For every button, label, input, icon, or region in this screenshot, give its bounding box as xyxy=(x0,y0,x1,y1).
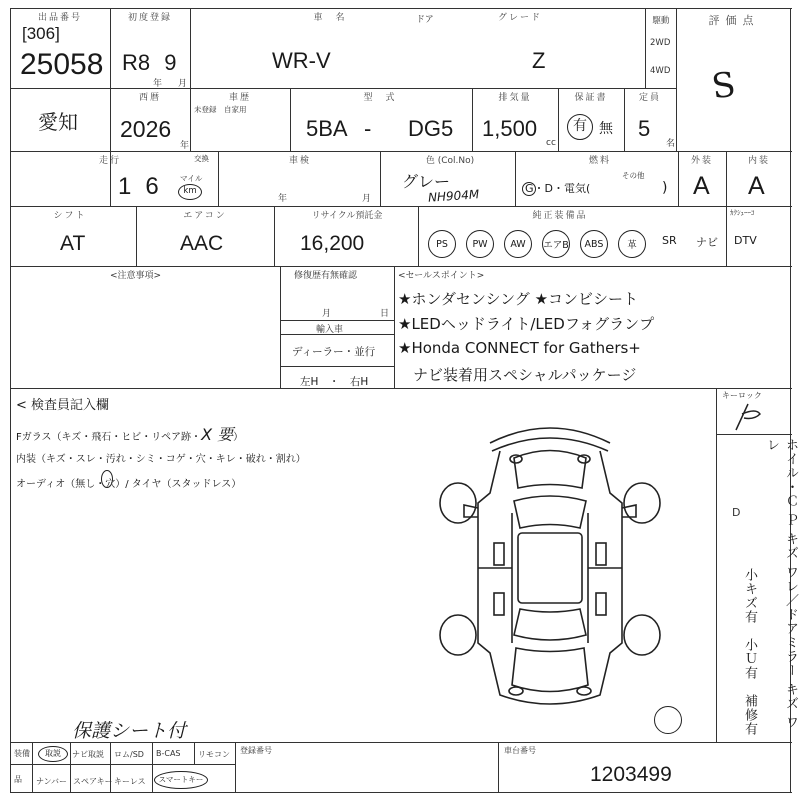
registration-year-unit: 年 xyxy=(153,79,163,89)
registration-no-label: 登録番号 xyxy=(240,746,272,755)
import-label: 輸入車 xyxy=(316,325,344,335)
equip-row-label-bottom: 品 xyxy=(14,775,22,784)
equip-navi: ナビ xyxy=(696,236,718,249)
capacity-unit: 名 xyxy=(666,139,676,149)
equip-sunroof: SR xyxy=(662,234,677,247)
inspector-line-1 xyxy=(16,422,243,445)
repair-day: 日 xyxy=(380,309,390,319)
mileage-unit-mile: マイル xyxy=(180,174,203,183)
aircon: AAC xyxy=(180,232,224,255)
side-note-2: 小キズ有 小Ｕ有 補修有 xyxy=(742,568,757,736)
inspection-header: 車検 xyxy=(288,156,311,166)
item-manual: 取説 xyxy=(38,746,68,762)
registration-header: 初度登録 xyxy=(127,13,172,23)
item-smart-key: スマートキー xyxy=(154,771,208,789)
keylock-header: キーロック xyxy=(722,391,762,400)
notes-header: <注意事項> xyxy=(110,271,162,281)
region: 愛知 xyxy=(38,110,78,134)
item-spare-key: スペアキー xyxy=(73,777,113,786)
equipment-header: 純正装備品 xyxy=(532,211,588,221)
repair-header: 修復歴有無確認 xyxy=(294,271,358,281)
aircon-header: エアコン xyxy=(183,211,227,221)
inspector-header: < 検査員記入欄 xyxy=(16,398,110,413)
door-label: ドア xyxy=(416,15,434,25)
interior-header: 内装 xyxy=(747,156,770,166)
drive-4wd: 4WD xyxy=(650,66,671,76)
equip-aw: AW xyxy=(504,230,532,258)
handwritten-note: 保護シート付 xyxy=(72,720,187,742)
car-diagram xyxy=(430,413,670,713)
meter-label: 交換 xyxy=(194,154,209,163)
handle-side: 左H ・ 右H xyxy=(300,376,369,388)
item-navi-manual: ナビ取説 xyxy=(72,750,104,759)
side-mark: D xyxy=(732,506,741,519)
grade-header: グレード xyxy=(497,13,542,23)
model-year-header: 西暦 xyxy=(138,93,161,103)
keylock-mark xyxy=(730,400,770,434)
registration-value: R8 9 xyxy=(122,50,177,75)
warranty-yes: 有 xyxy=(567,114,593,140)
shift-header: シフト xyxy=(53,211,87,221)
model-code: DG5 xyxy=(408,116,454,141)
registration-month-unit: 月 xyxy=(178,79,188,89)
side-note-1: ホイル・Ｃ Ｐ キズ ワレ／ドアミラー キズ ワレ xyxy=(764,438,798,730)
interior-grade: A xyxy=(748,172,765,200)
model-dash: - xyxy=(364,116,372,141)
color-value: グレー xyxy=(402,172,451,191)
inspector-line-3: オーディオ（無し・穴）/ タイヤ（スタッドレス） xyxy=(16,479,242,490)
item-rom-sd: ロム/SD xyxy=(114,750,144,759)
drive-2wd: 2WD xyxy=(650,38,671,48)
chassis-number: 1203499 xyxy=(590,763,672,786)
model-year: 2026 xyxy=(120,116,172,142)
car-name: WR-V xyxy=(272,48,331,73)
auction-sheet xyxy=(10,8,798,792)
spare-tire-icon xyxy=(654,706,682,734)
chassis-label: 車台番号 xyxy=(504,746,536,755)
mileage-unit-km: km xyxy=(178,184,202,200)
equip-airbag: エアB xyxy=(542,230,570,258)
recycle-header: リサイクル預託金 xyxy=(311,211,383,221)
fuel-header: 燃料 xyxy=(588,156,611,166)
audio-hole-mark xyxy=(101,470,113,488)
mileage: 16 xyxy=(118,173,173,200)
sales-point-2: ★LEDヘッドライト/LEDフォグランプ xyxy=(398,315,655,333)
history-header: 車歴 xyxy=(228,93,251,103)
model-prefix: 5BA xyxy=(306,116,348,141)
capacity-header: 定員 xyxy=(638,93,661,103)
warranty-header: 保証書 xyxy=(574,93,608,103)
score-value: S xyxy=(709,64,738,108)
color-header: 色 (Col.No) xyxy=(425,156,475,166)
venue-code: [306] xyxy=(22,24,60,43)
inspector-line-2: 内装（キズ・スレ・汚れ・シミ・コゲ・穴・キレ・破れ・割れ） xyxy=(16,454,306,465)
sales-point-3: ★Honda CONNECT for Gathers+ xyxy=(398,339,641,357)
displacement: 1,500 xyxy=(482,116,538,141)
drive-header: 駆動 xyxy=(652,16,670,26)
mileage-header: 走行 xyxy=(98,156,121,166)
equip-row-label-top: 装備 xyxy=(14,749,30,758)
model-header: 型 式 xyxy=(363,93,397,103)
fuel-other-label: その他 xyxy=(622,171,645,180)
displacement-header: 排気量 xyxy=(498,93,532,103)
fuel-close: ) xyxy=(662,180,668,196)
equip-pw: PW xyxy=(466,230,494,258)
equip-dtv: DTV xyxy=(734,234,757,247)
history-sub: 未登録 自家用 xyxy=(194,105,247,114)
lot-header: 出品番号 xyxy=(37,13,82,23)
lot-number: 25058 xyxy=(20,48,104,81)
fglass-end: ） xyxy=(233,432,244,443)
capacity: 5 xyxy=(638,116,651,141)
inspection-month-unit: 月 xyxy=(362,194,372,204)
shift: AT xyxy=(60,232,86,255)
equipment-extra-label: ｶｸｼｭｰｰｺ xyxy=(730,209,755,217)
exterior-header: 外装 xyxy=(690,156,713,166)
equip-abs: ABS xyxy=(580,230,608,258)
item-bcas: B-CAS xyxy=(156,749,181,758)
fuel-value: G・D・電気( xyxy=(525,182,591,195)
sales-point-1: ★ホンダセンシング ★コンビシート xyxy=(398,290,639,308)
exterior-grade: A xyxy=(693,172,710,200)
equip-ps: PS xyxy=(428,230,456,258)
sales-points-header: <セールスポイント> xyxy=(398,271,485,281)
warranty-no: 無 xyxy=(599,121,613,137)
car-name-header: 車 名 xyxy=(313,13,347,23)
item-remote: リモコン xyxy=(198,750,230,759)
inspection-year-unit: 年 xyxy=(278,194,288,204)
item-keyless: キーレス xyxy=(114,777,146,786)
recycle-fee: 16,200 xyxy=(300,232,365,255)
grade-value: Z xyxy=(532,48,546,73)
fglass-text: Fガラス（キズ・飛石・ヒビ・リペア跡・ xyxy=(16,432,202,443)
equip-leather: 革 xyxy=(618,230,646,258)
displacement-unit: cc xyxy=(546,138,556,148)
model-year-unit: 年 xyxy=(180,141,190,151)
sales-point-4: ナビ装着用スペシャルパッケージ xyxy=(398,366,637,384)
fglass-mark: X 要 xyxy=(201,425,234,444)
dealer-type: ディーラー・並行 xyxy=(292,346,376,358)
item-plate: ナンバー xyxy=(36,777,68,786)
score-header: 評価点 xyxy=(708,14,760,27)
color-code: NH904M xyxy=(427,187,480,205)
repair-month: 月 xyxy=(322,309,332,319)
